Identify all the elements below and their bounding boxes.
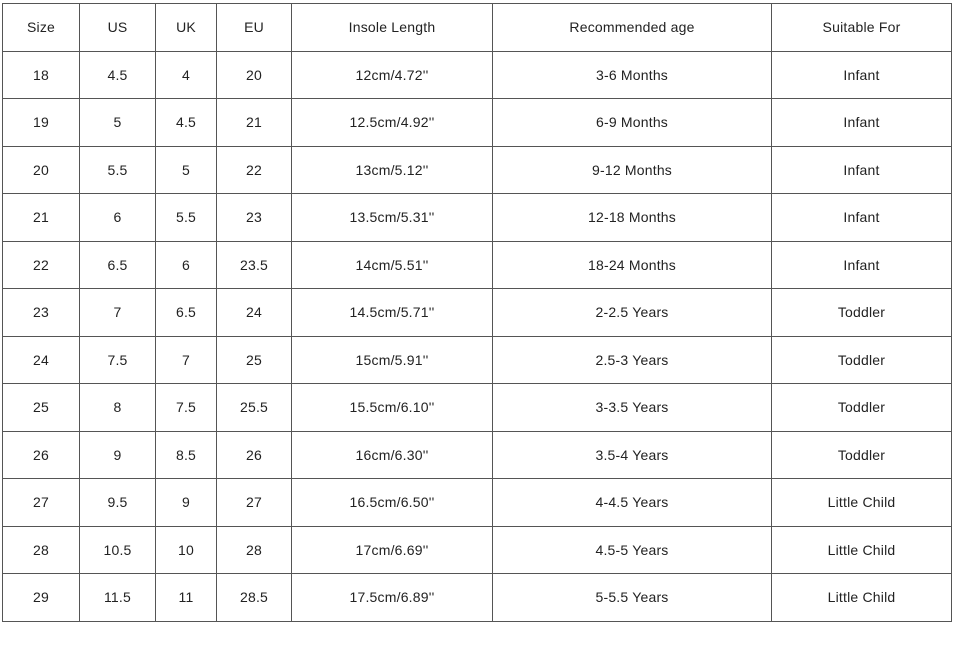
cell-insole-length: 16cm/6.30''	[292, 431, 493, 479]
header-uk: UK	[156, 4, 217, 52]
header-insole-length: Insole Length	[292, 4, 493, 52]
cell-us: 6	[80, 194, 156, 242]
table-row	[3, 289, 952, 337]
cell-recommended-age: 3-3.5 Years	[493, 384, 772, 432]
header-recommended-age: Recommended age	[493, 4, 772, 52]
cell-size: 21	[3, 194, 80, 242]
table-row	[3, 194, 952, 242]
cell-suitable-for: Toddler	[772, 384, 952, 432]
cell-suitable-for: Toddler	[772, 336, 952, 384]
cell-suitable-for: Little Child	[772, 479, 952, 527]
cell-size: 18	[3, 51, 80, 99]
cell-insole-length: 12.5cm/4.92''	[292, 99, 493, 147]
header-us: US	[80, 4, 156, 52]
cell-us: 10.5	[80, 526, 156, 574]
header-eu: EU	[217, 4, 292, 52]
cell-eu: 28	[217, 526, 292, 574]
cell-recommended-age: 3.5-4 Years	[493, 431, 772, 479]
cell-us: 9.5	[80, 479, 156, 527]
cell-recommended-age: 12-18 Months	[493, 194, 772, 242]
cell-insole-length: 14cm/5.51''	[292, 241, 493, 289]
cell-suitable-for: Little Child	[772, 574, 952, 622]
cell-uk: 11	[156, 574, 217, 622]
cell-size: 25	[3, 384, 80, 432]
cell-insole-length: 17.5cm/6.89''	[292, 574, 493, 622]
cell-suitable-for: Infant	[772, 146, 952, 194]
cell-suitable-for: Infant	[772, 51, 952, 99]
table-row	[3, 336, 952, 384]
cell-us: 6.5	[80, 241, 156, 289]
cell-suitable-for: Toddler	[772, 431, 952, 479]
cell-insole-length: 13.5cm/5.31''	[292, 194, 493, 242]
cell-eu: 22	[217, 146, 292, 194]
cell-uk: 5.5	[156, 194, 217, 242]
cell-uk: 6.5	[156, 289, 217, 337]
cell-recommended-age: 9-12 Months	[493, 146, 772, 194]
header-suitable-for: Suitable For	[772, 4, 952, 52]
cell-us: 5.5	[80, 146, 156, 194]
table-body	[3, 51, 952, 621]
table-row	[3, 241, 952, 289]
cell-uk: 9	[156, 479, 217, 527]
cell-us: 8	[80, 384, 156, 432]
cell-size: 23	[3, 289, 80, 337]
cell-recommended-age: 3-6 Months	[493, 51, 772, 99]
cell-insole-length: 17cm/6.69''	[292, 526, 493, 574]
table-row	[3, 431, 952, 479]
table-row	[3, 99, 952, 147]
cell-us: 7.5	[80, 336, 156, 384]
cell-uk: 8.5	[156, 431, 217, 479]
cell-uk: 6	[156, 241, 217, 289]
cell-uk: 4	[156, 51, 217, 99]
cell-uk: 4.5	[156, 99, 217, 147]
cell-eu: 21	[217, 99, 292, 147]
cell-recommended-age: 6-9 Months	[493, 99, 772, 147]
cell-uk: 7.5	[156, 384, 217, 432]
cell-eu: 25.5	[217, 384, 292, 432]
cell-suitable-for: Infant	[772, 194, 952, 242]
cell-recommended-age: 18-24 Months	[493, 241, 772, 289]
cell-eu: 20	[217, 51, 292, 99]
table-row	[3, 384, 952, 432]
cell-eu: 23.5	[217, 241, 292, 289]
cell-insole-length: 13cm/5.12''	[292, 146, 493, 194]
cell-insole-length: 14.5cm/5.71''	[292, 289, 493, 337]
cell-recommended-age: 4.5-5 Years	[493, 526, 772, 574]
cell-suitable-for: Little Child	[772, 526, 952, 574]
cell-size: 24	[3, 336, 80, 384]
size-chart-table	[2, 3, 952, 622]
table-row	[3, 479, 952, 527]
cell-us: 9	[80, 431, 156, 479]
cell-insole-length: 16.5cm/6.50''	[292, 479, 493, 527]
cell-size: 19	[3, 99, 80, 147]
cell-us: 4.5	[80, 51, 156, 99]
cell-us: 7	[80, 289, 156, 337]
table-row	[3, 51, 952, 99]
header-size: Size	[3, 4, 80, 52]
cell-uk: 7	[156, 336, 217, 384]
cell-us: 5	[80, 99, 156, 147]
cell-eu: 23	[217, 194, 292, 242]
cell-uk: 5	[156, 146, 217, 194]
cell-eu: 27	[217, 479, 292, 527]
table-header	[3, 4, 952, 52]
cell-insole-length: 15.5cm/6.10''	[292, 384, 493, 432]
cell-recommended-age: 4-4.5 Years	[493, 479, 772, 527]
cell-uk: 10	[156, 526, 217, 574]
cell-recommended-age: 5-5.5 Years	[493, 574, 772, 622]
cell-size: 29	[3, 574, 80, 622]
header-row	[3, 4, 952, 52]
cell-size: 26	[3, 431, 80, 479]
cell-recommended-age: 2-2.5 Years	[493, 289, 772, 337]
cell-recommended-age: 2.5-3 Years	[493, 336, 772, 384]
cell-size: 28	[3, 526, 80, 574]
table-row	[3, 146, 952, 194]
cell-insole-length: 12cm/4.72''	[292, 51, 493, 99]
table-row	[3, 526, 952, 574]
cell-suitable-for: Toddler	[772, 289, 952, 337]
cell-eu: 28.5	[217, 574, 292, 622]
cell-eu: 24	[217, 289, 292, 337]
cell-size: 27	[3, 479, 80, 527]
cell-insole-length: 15cm/5.91''	[292, 336, 493, 384]
cell-size: 20	[3, 146, 80, 194]
cell-suitable-for: Infant	[772, 241, 952, 289]
cell-us: 11.5	[80, 574, 156, 622]
cell-eu: 25	[217, 336, 292, 384]
cell-eu: 26	[217, 431, 292, 479]
cell-suitable-for: Infant	[772, 99, 952, 147]
table-row	[3, 574, 952, 622]
cell-size: 22	[3, 241, 80, 289]
